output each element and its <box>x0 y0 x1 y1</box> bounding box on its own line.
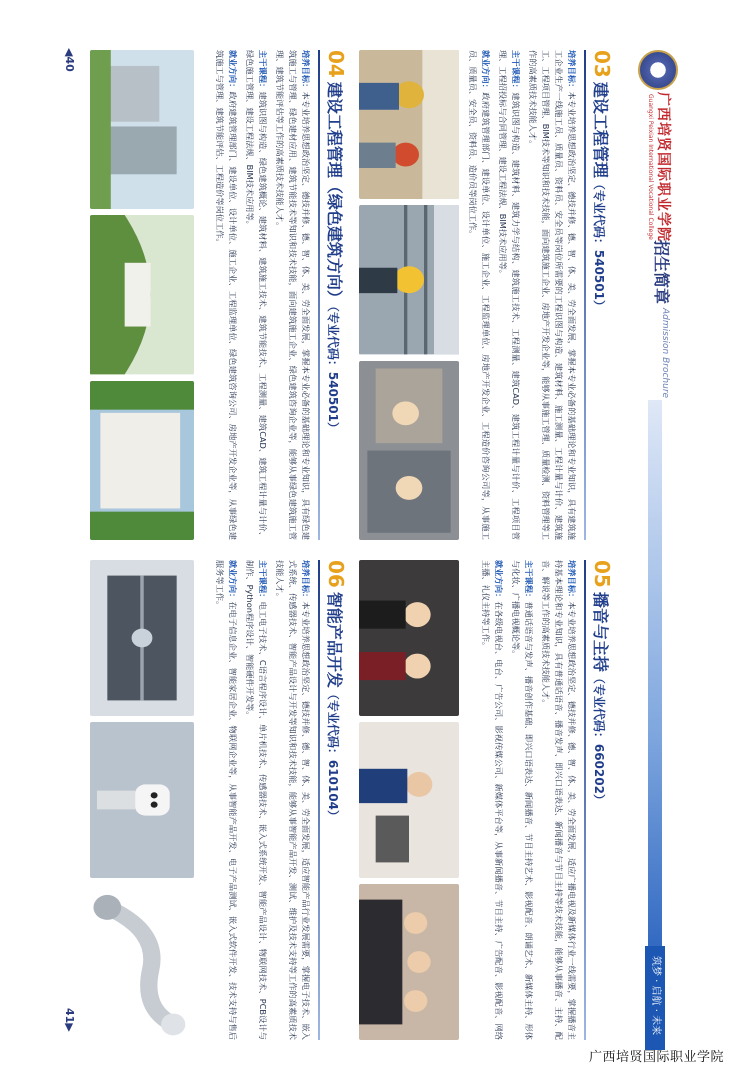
major-section-04 <box>209 50 348 540</box>
section-name: 播音与主持 <box>591 591 610 672</box>
smart-product-photo <box>90 560 194 716</box>
green-building-photo <box>90 381 194 540</box>
page-number-left: ◀40 <box>63 48 76 72</box>
section-title <box>590 560 614 1040</box>
brochure-header <box>624 40 684 1050</box>
section-title <box>590 50 614 540</box>
section-paragraph: 主干课程：建筑识图与构造、建筑材料、建筑力学与结构、建筑施工技术、工程测量、建筑CAD、建筑工程计量与计价、工程项目管理、工程招投标与合同管理、建设工程法规、BIM技术应用等。 <box>498 50 521 540</box>
green-building-photo <box>90 50 194 209</box>
section-name: 建设工程管理（绿色建筑方向） <box>325 81 344 306</box>
broadcast-photo <box>359 560 459 716</box>
section-number: 05 <box>590 560 614 588</box>
section-rule <box>318 50 320 540</box>
section-title <box>324 50 348 540</box>
section-paragraph: 主干课程：电工电子技术、C语言程序设计、单片机技术、传感器技术、嵌入式系统开发、智能产品设计、物联网技术、PCB设计与制作、Python程序设计、智能硬件开发等。 <box>245 560 268 1040</box>
section-paragraph: 培养目标：本专业培养思想政治坚定、德技并修、德、智、体、美、劳全面发展，适应智能产品行业发展需要，掌握电子技术、嵌入式系统、传感器技术、智能产品设计与开发等知识和技术技能，能够从事智能产品开发、测试、维护及技术支持等工作的高素质技术技能人才。 <box>275 560 311 1040</box>
school-name-en: Guangxi Peixian International Vocational College <box>647 94 654 240</box>
construction-photo <box>359 205 459 354</box>
broadcast-photo <box>359 884 459 1040</box>
section-code: （专业代码：540501） <box>592 177 606 312</box>
section-paragraph: 就业方向：政府建筑管理部门、建设单位、设计单位、施工企业、工程监理单位、绿色建筑咨询公司、房地产开发企业等，从事绿色建筑施工与管理、建筑节能评估、工程造价等岗位工作。 <box>215 50 238 540</box>
section-paragraph: 主干课程：建筑识图与构造、绿色建筑概论、建筑材料、建筑施工技术、建筑节能技术、工程测量、建筑CAD、建筑工程计量与计价、绿色施工管理、建设工程法规、BIM技术应用等。 <box>245 50 268 540</box>
broadcast-photo <box>359 722 459 878</box>
section-rule <box>318 560 320 1040</box>
section-03-photos <box>359 50 459 540</box>
smart-product-photo <box>90 722 194 878</box>
section-paragraph: 就业方向：在电子信息企业、智能家居企业、物联网企业等，从事智能产品开发、电子产品测试、嵌入式软件开发、技术支持与售后服务等工作。 <box>215 560 238 1040</box>
section-paragraph: 主干课程：普通话语音与发声、播音创作基础、即兴口语表达、新闻播音、节目主持艺术、影视配音、朗诵艺术、新媒体主持、形体与化妆、广播电视概论等。 <box>511 560 534 1040</box>
section-number: 03 <box>590 50 614 78</box>
header-decor-bar <box>648 400 662 960</box>
smart-product-photo <box>90 884 194 1040</box>
section-paragraph: 培养目标：本专业培养思想政治坚定、德技并修、德、智、体、美、劳全面发展，掌握本专业必备的基础理论和专业知识，具有绿色建筑施工与管理、绿色建材应用、建筑节能技术等知识和技术技能，面向建筑施工企业、绿色建筑咨询企业等，能够从事绿色建筑施工管理、建筑节能评估等工作的高素质技术技能人才。 <box>275 50 311 540</box>
brochure-spread <box>54 40 684 1050</box>
major-section-03 <box>462 50 614 540</box>
section-rule <box>584 560 586 1040</box>
page-number-right: 41▶ <box>63 1008 76 1032</box>
school-name: 广西培贤国际职业学院 <box>655 92 671 242</box>
section-title <box>324 560 348 1040</box>
section-paragraph: 就业方向：在各级电视台、电台、广告公司、影视传媒公司、新媒体平台等，从事新闻播音、节目主持、广告配音、影视配音、网络主播、礼仪主持等工作。 <box>481 560 504 1040</box>
major-section-06 <box>209 560 348 1040</box>
section-06-photos <box>90 560 194 1040</box>
section-code: （专业代码：660202） <box>592 671 606 806</box>
section-code: （专业代码：540501） <box>326 305 340 434</box>
section-number: 04 <box>324 50 348 78</box>
construction-photo <box>359 361 459 540</box>
section-name: 建设工程管理 <box>591 81 610 178</box>
construction-photo <box>359 50 459 199</box>
section-code: （专业代码：610104） <box>326 687 340 822</box>
section-paragraph: 就业方向：政府建筑管理部门、建设单位、设计单位、施工企业、工程监理单位、房地产开发企业、工程造价咨询公司等，从事施工员、质量员、安全员、资料员、造价员等岗位工作。 <box>468 50 491 540</box>
section-name: 智能产品开发 <box>325 591 344 688</box>
brochure-subtitle: Admission Brochure <box>660 308 670 399</box>
section-number: 06 <box>324 560 348 588</box>
section-paragraph: 培养目标：本专业培养思想政治坚定、德技并修、德、智、体、美、劳全面发展，掌握本专业必备的基础理论和专业知识，具有建筑施工企业生产一线施工员、质量员、资料员、安全员等岗位所需要的工程识图与构造、建筑材料、施工测量、工程计量与计价、建筑施工、工程项目管理、BIM技术等知识和技术技能，面向建筑施工企业、房地产开发企业等，能够从事施工管理、质量检测、资料管理等工作的高素质技术技能人才。 <box>528 50 577 540</box>
green-building-photo <box>90 215 194 374</box>
section-04-photos <box>90 50 194 540</box>
college-caption: 广西培贤国际职业学院 <box>588 1050 724 1065</box>
section-05-photos <box>359 560 459 1040</box>
college-logo-icon <box>638 50 678 90</box>
brochure-title: 招生简章 <box>652 240 671 305</box>
section-rule <box>584 50 586 540</box>
section-paragraph: 培养目标：本专业培养思想政治坚定、德技并修、德、智、体、美、劳全面发展，适应广播电视及新媒体行业一线需要，掌握播音主持基本理论和专业知识，具有普通话语音、播音发声、即兴口语表达、新闻播音与节目主持等技术技能，能够从事播音、主持、配音、解说等工作的高素质技术技能人才。 <box>541 560 577 1040</box>
major-section-05 <box>475 560 614 1040</box>
header-tag: 筑梦 · 启航 · 未来 <box>645 946 665 1050</box>
